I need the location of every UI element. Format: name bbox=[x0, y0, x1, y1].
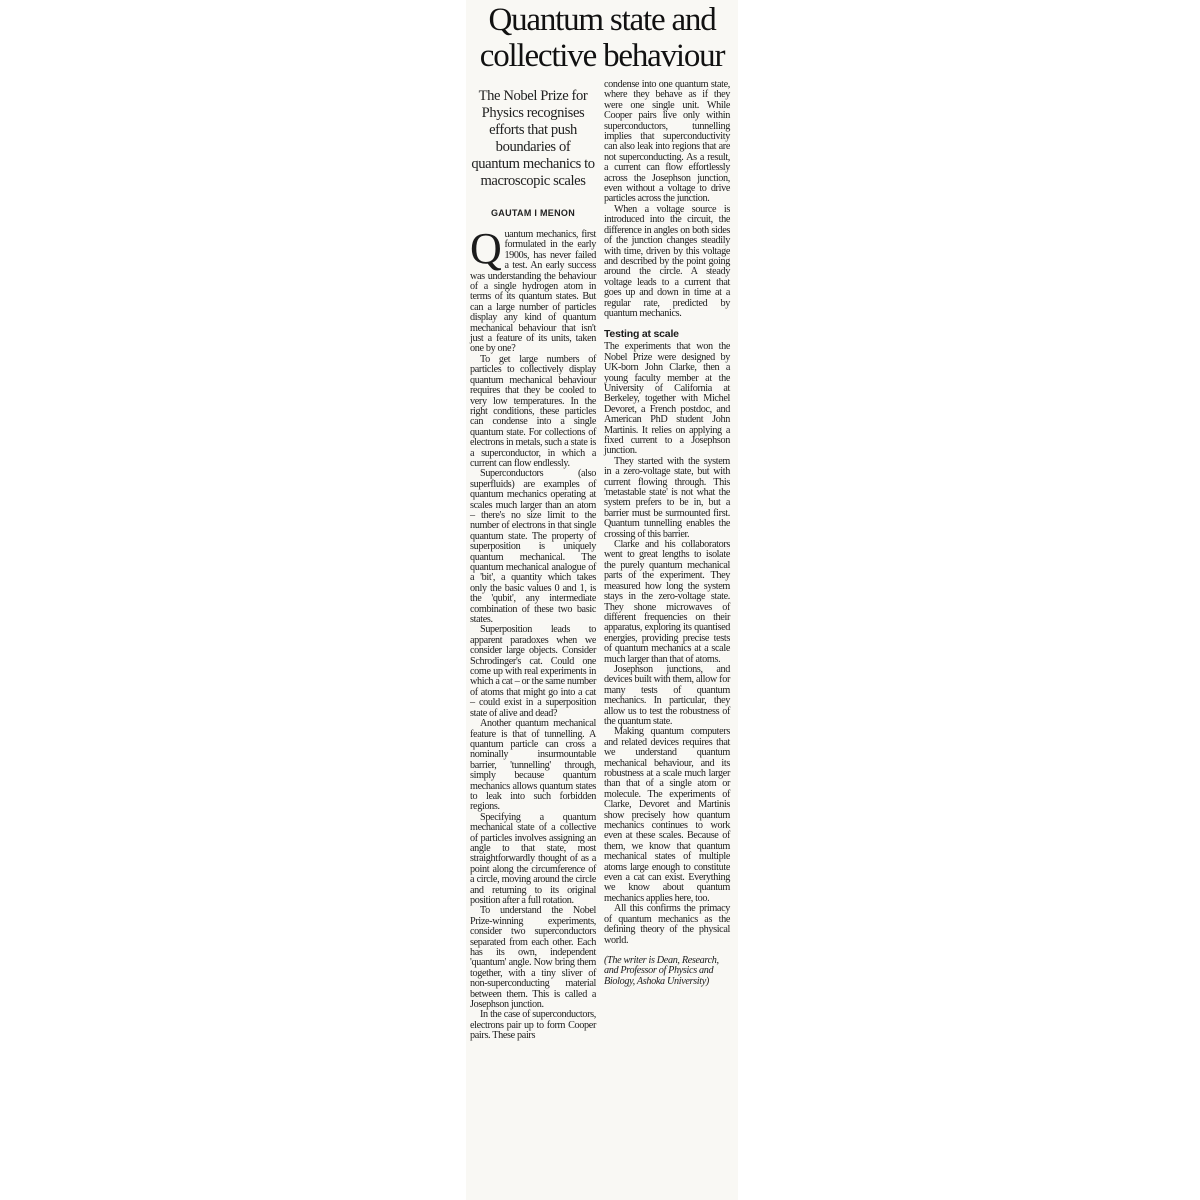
paragraph: Making quantum computers and related devices requires that we understand quantum mechanical behaviour, and its robustness at a scale much larger than that of a single atom or molecule. The experiments of Clarke, Devoret and Martinis show precisely how quantum mechanics continues to work even at these scales. Because of them, we know that quantum mechanical states of multiple atoms large enough to constitute even a cat can exist. Everything we know about quantum mechanics applies here, too. bbox=[604, 726, 730, 904]
deck-subheadline: The Nobel Prize for Physics recognises efforts that push boundaries of quantum mechanics to macroscopic scales bbox=[471, 88, 595, 189]
paragraph: condense into one quantum state, where they behave as if they were one single unit. While Cooper pairs live only within superconductors, tunnelling implies that superconductivity can also leak into regions that are not superconducting. As a result, a current can flow effortlessly across the Josephson junction, even without a voltage to drive particles across the junction. bbox=[604, 79, 730, 205]
paragraph: Clarke and his collaborators went to great lengths to isolate the purely quantum mechanical parts of the experiment. They measured how long the system stays in the zero-voltage state. They shone microwaves of different frequencies on their apparatus, exploring its quantised energies, providing precise tests of quantum mechanics at a scale much larger than that of atoms. bbox=[604, 539, 730, 665]
paragraph: To get large numbers of particles to collectively display quantum mechanical behaviour requires that they be cooled to very low temperatures. In the right conditions, these particles can condense into a single quantum state. For collections of electrons in metals, such a state is a superconductor, in which a current can flow endlessly. bbox=[470, 353, 596, 469]
paragraph: All this confirms the primacy of quantum mechanics as the defining theory of the physical world. bbox=[604, 903, 730, 946]
headline: Quantum state and collective behaviour bbox=[479, 2, 725, 74]
paragraph: Specifying a quantum mechanical state of a collective of particles involves assigning an angle to that state, most straightforwardly thought of as a point along the circumference of a circle, moving around the circle and returning to its original position after a full rotation. bbox=[470, 811, 596, 906]
paragraph: They started with the system in a zero-voltage state, but with current flowing through. This 'metastable state' is not what the system prefers to be in, but a barrier must be surmounted first. Quantum tunnelling enables the crossing of this barrier. bbox=[604, 455, 730, 540]
section-subhead: Testing at scale bbox=[604, 328, 679, 341]
byline: GAUTAM I MENON bbox=[490, 208, 576, 218]
paragraph: Superconductors (also superfluids) are examples of quantum mechanics operating at scales much larger than an atom – there's no size limit to the number of electrons in that single quantum state. The property of superposition is uniquely quantum mechanical. The quantum mechanical analogue of a 'bit', a quantity which takes only the basic values 0 and 1, is the 'qubit', any intermediate combination of these two basic states. bbox=[470, 468, 596, 626]
drop-cap: Q bbox=[470, 224, 502, 273]
article-column-2 bbox=[604, 80, 730, 987]
article-column-1 bbox=[470, 224, 596, 1042]
author-note: (The writer is Dean, Research, and Professor of Physics and Biology, Ashoka University) bbox=[604, 954, 719, 987]
paragraph: Another quantum mechanical feature is that of tunnelling. A quantum particle can cross a nominally insurmountable barrier, 'tunnelling' through, simply because quantum mechanics allows quantum states to leak into such forbidden regions. bbox=[470, 718, 596, 813]
paragraph-text: uantum mechanics, first formulated in the early 1900s, has never failed a test. An early success was understanding the behaviour of a single hydrogen atom in terms of its quantum states. But can a large number of particles display any kind of quantum mechanical behaviour that isn't just a feature of its units, taken one by one? bbox=[470, 229, 596, 355]
paragraph: In the case of superconductors, electrons pair up to form Cooper pairs. These pairs bbox=[470, 1009, 596, 1042]
paragraph: Superposition leads to apparent paradoxes when we consider large objects. Consider Schrodinger's cat. Could one come up with real experiments in which a cat – or the same number of atoms that might go into a cat – could exist in a superposition state of alive and dead? bbox=[470, 624, 596, 719]
paragraph bbox=[470, 224, 596, 355]
paragraph: The experiments that won the Nobel Prize were designed by UK-born John Clarke, then a young faculty member at the University of California at Berkeley, together with Michel Devoret, a French postdoc, and American PhD student John Martinis. It relies on applying a fixed current to a Josephson junction. bbox=[604, 341, 730, 457]
paragraph: When a voltage source is introduced into the circuit, the difference in angles on both sides of the junction changes steadily with time, driven by this voltage and described by the point going around the circle. A steady voltage leads to a current that goes up and down in time at a regular rate, predicted by quantum mechanics. bbox=[604, 203, 730, 319]
paragraph: Josephson junctions, and devices built with them, allow for many tests of quantum mechanics. In particular, they allow us to test the robustness of the quantum state. bbox=[604, 663, 730, 727]
paragraph: To understand the Nobel Prize-winning experiments, consider two superconductors separated from each other. Each has its own, independent 'quantum' angle. Now bring them together, with a tiny sliver of non-superconducting material between them. This is called a Josephson junction. bbox=[470, 905, 596, 1011]
